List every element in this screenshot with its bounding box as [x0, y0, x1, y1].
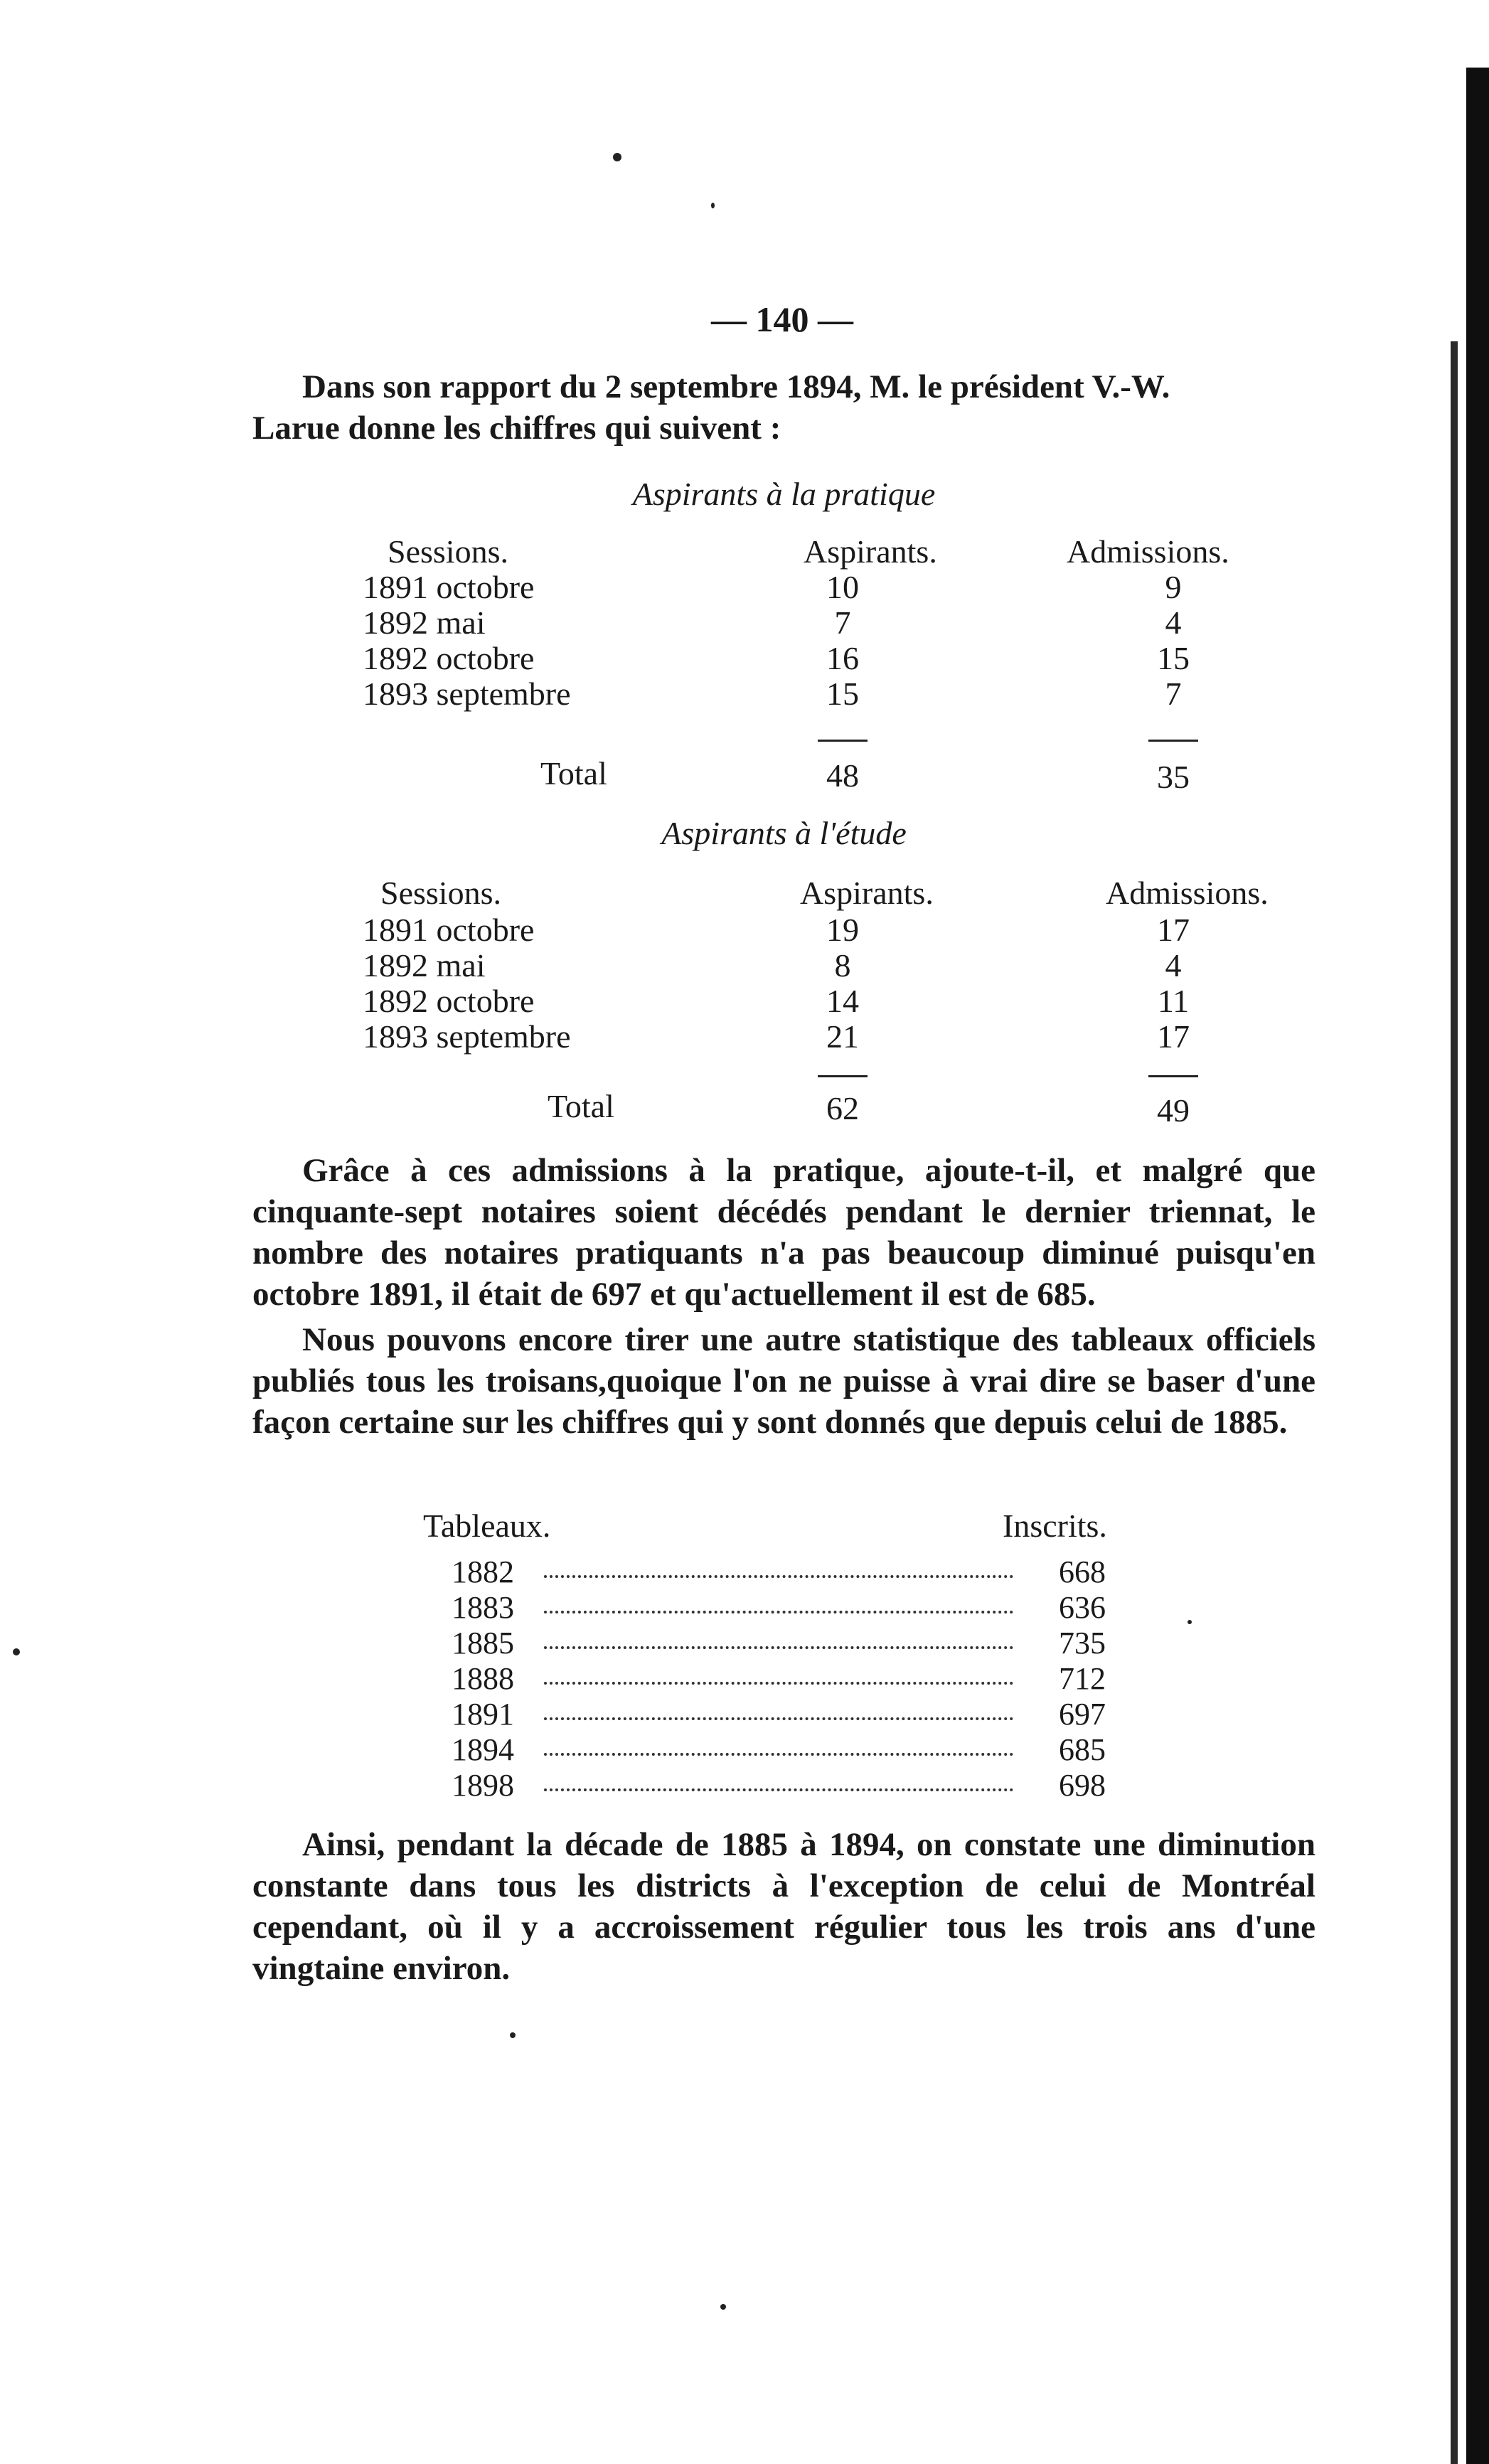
tableaux-year: 1882 — [452, 1554, 514, 1589]
intro-paragraph — [252, 366, 1315, 449]
leader-dots — [544, 1682, 1013, 1685]
tableaux-header-right: Inscrits. — [1003, 1508, 1107, 1544]
etude-header-aspirants: Aspirants. — [800, 875, 934, 911]
pratique-sum-rule — [1148, 740, 1198, 742]
paragraph-statistique-text: Nous pouvons encore tirer une autre statistique des tableaux officiels publiés tous les troisans,quoique l'on ne puisse à vrai dire se baser d'une façon certaine sur les chiffres qui y sont donnés que depuis celui de 1885. — [252, 1321, 1315, 1441]
etude-admissions: 4 — [1165, 947, 1182, 983]
tableaux-row — [452, 1625, 1106, 1660]
pratique-sum-rule — [818, 740, 868, 742]
scan-speck — [720, 2304, 726, 2310]
scan-speck — [711, 203, 715, 208]
etude-admissions: 17 — [1157, 912, 1190, 948]
intro-line-1: Dans son rapport du 2 septembre 1894, M. le président V.-W. — [302, 368, 1170, 405]
pratique-admissions: 15 — [1157, 640, 1190, 676]
leader-dots — [544, 1611, 1013, 1614]
pratique-aspirants: 15 — [826, 676, 859, 712]
scan-edge-shadow — [1466, 68, 1489, 2464]
scan-speck — [1188, 1620, 1192, 1624]
tableaux-row — [452, 1589, 1106, 1625]
pratique-session: 1892 octobre — [363, 640, 535, 676]
etude-total-admissions: 49 — [1157, 1092, 1190, 1129]
tableaux-row — [452, 1554, 1106, 1589]
pratique-admissions: 9 — [1165, 569, 1182, 605]
etude-session: 1891 octobre — [363, 912, 535, 948]
pratique-header-admissions: Admissions. — [1067, 533, 1229, 570]
etude-aspirants: 19 — [826, 912, 859, 948]
pratique-total-aspirants: 48 — [826, 757, 859, 794]
tableaux-year: 1891 — [452, 1697, 514, 1732]
scan-speck — [613, 153, 621, 161]
etude-session: 1892 mai — [363, 947, 486, 983]
etude-aspirants: 8 — [834, 947, 851, 983]
etude-sum-rule — [818, 1075, 868, 1077]
pratique-session: 1893 septembre — [363, 676, 571, 712]
etude-admissions: 17 — [1157, 1018, 1190, 1055]
pratique-session: 1892 mai — [363, 604, 486, 641]
etude-total-label: Total — [548, 1088, 614, 1124]
paragraph-ainsi-text: Ainsi, pendant la décade de 1885 à 1894, on constate une diminution constante dans tous les districts à l'exception de celui de Montréal cependant, où il y a accroissement régulier tous les trois ans d'une vingtaine environ. — [252, 1826, 1315, 1987]
scan-speck — [510, 2032, 516, 2038]
tableaux-value: 697 — [1059, 1697, 1106, 1732]
tableaux-value: 636 — [1059, 1590, 1106, 1625]
tableaux-row — [452, 1660, 1106, 1696]
pratique-admissions: 7 — [1165, 676, 1182, 712]
scan-edge-line — [1451, 341, 1458, 2464]
pratique-header-aspirants: Aspirants. — [804, 533, 937, 570]
tableaux-header-left: Tableaux. — [423, 1508, 551, 1544]
etude-admissions: 11 — [1157, 983, 1190, 1019]
leader-dots — [544, 1575, 1013, 1578]
leader-dots — [544, 1646, 1013, 1649]
paragraph-graces-text: Grâce à ces admissions à la pratique, ajoute-t-il, et malgré que cinquante-sept notaires soient décédés pendant le dernier triennat, le nombre des notaires pratiquants n'a pas beaucoup diminué puisqu'en octobre 1891, il était de 697 et qu'actuellement il est de 685. — [252, 1152, 1315, 1313]
tableaux-value: 668 — [1059, 1554, 1106, 1589]
paragraph-graces — [252, 1150, 1315, 1315]
etude-total-aspirants: 62 — [826, 1090, 859, 1126]
scan-speck — [13, 1648, 20, 1655]
tableaux-year: 1894 — [452, 1732, 514, 1767]
pratique-total-label: Total — [540, 755, 607, 791]
etude-header-sessions: Sessions. — [380, 875, 501, 911]
page-number: — 140 — — [711, 299, 853, 339]
pratique-admissions: 4 — [1165, 604, 1182, 641]
tableaux-row — [452, 1767, 1106, 1803]
tableaux-year: 1883 — [452, 1590, 514, 1625]
paragraph-statistique — [252, 1319, 1315, 1443]
tableaux-row — [452, 1696, 1106, 1732]
leader-dots — [544, 1753, 1013, 1756]
etude-session: 1893 septembre — [363, 1018, 571, 1055]
etude-sum-rule — [1148, 1075, 1198, 1077]
tableaux-row — [452, 1732, 1106, 1767]
tableaux-value: 685 — [1059, 1732, 1106, 1767]
tableaux-year: 1888 — [452, 1661, 514, 1696]
tableaux-value: 735 — [1059, 1626, 1106, 1660]
leader-dots — [544, 1788, 1013, 1791]
pratique-total-admissions: 35 — [1157, 759, 1190, 795]
tableaux-value: 698 — [1059, 1768, 1106, 1803]
leader-dots — [544, 1717, 1013, 1720]
table-etude-title: Aspirants à l'étude — [661, 815, 907, 851]
tableaux-year: 1885 — [452, 1626, 514, 1660]
intro-line-2: Larue donne les chiffres qui suivent : — [252, 410, 781, 447]
pratique-aspirants: 10 — [826, 569, 859, 605]
pratique-aspirants: 16 — [826, 640, 859, 676]
etude-aspirants: 14 — [826, 983, 859, 1019]
etude-session: 1892 octobre — [363, 983, 535, 1019]
tableaux-value: 712 — [1059, 1661, 1106, 1696]
pratique-header-sessions: Sessions. — [388, 533, 508, 570]
etude-header-admissions: Admissions. — [1106, 875, 1269, 911]
etude-aspirants: 21 — [826, 1018, 859, 1055]
paragraph-ainsi — [252, 1824, 1315, 1989]
tableaux-year: 1898 — [452, 1768, 514, 1803]
pratique-session: 1891 octobre — [363, 569, 535, 605]
table-pratique-title: Aspirants à la pratique — [632, 476, 936, 512]
pratique-aspirants: 7 — [834, 604, 851, 641]
